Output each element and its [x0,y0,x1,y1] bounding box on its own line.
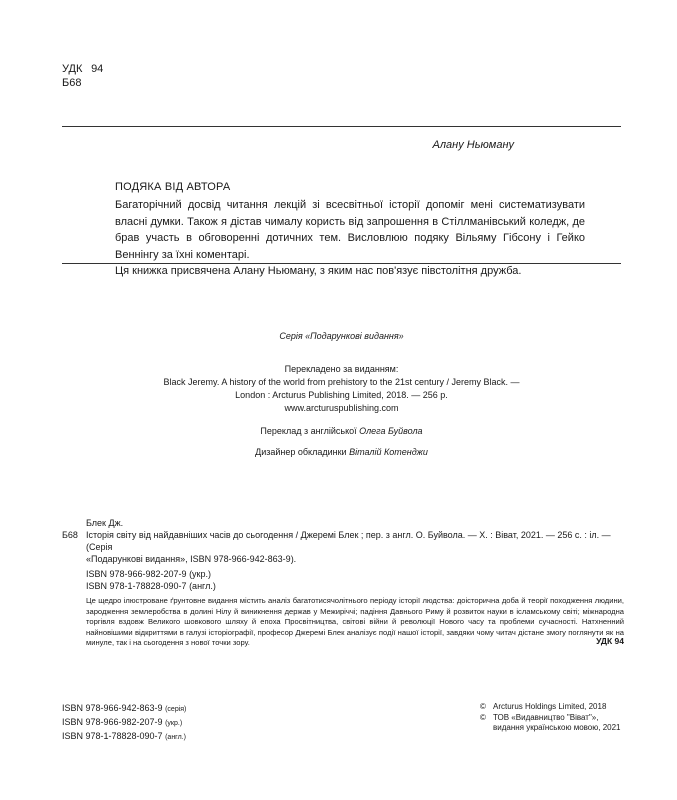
bib-description: Це щедро ілюстроване ґрунтовне видання містить аналіз багатотисячолітнього періоду історії людства: доісторична доба й теорії походження людини, зародження землеробства в долині Нілу й виникнення держав у Межиріччі; падіння Давнього Риму й розвиток науки в ісламському світі; міжнародна торгівля вздовж Великого шовкового шляху й епоха Просвітництва, світові війни й революції Нового часу та проблеми сучасності. Натхненний найновішими відкриттями в галузі історіографії, професор Джеремі Блек аналізує події нашої історії, завдяки чому читач дістане змогу поглянути як на минуле, так і на сьогодення з нової точки зору. [86,596,624,647]
bib-entry-line: «Подарункові видання», ISBN 978-966-942-863-9). [86,554,297,564]
bib-isbn: ISBN 978-1-78828-090-7 (англ.) [86,581,216,591]
udc-label: УДК [62,63,83,75]
original-edition [62,363,621,415]
bibliographic-record [62,517,624,649]
footer-isbn: ISBN 978-966-942-863-9 (серія) [62,703,187,713]
acknowledgement-paragraph: Ця книжка присвячена Алану Ньюману, з яким нас пов'язує півстолітня дружба. [115,265,522,277]
footer-isbn-list [62,702,186,744]
copyright-symbol: © [480,702,486,711]
copyright-line: © ТОВ «Видавництво "Віват"», видання українською мовою, 2021 [480,712,621,732]
middle-divider [62,263,621,264]
designer-label: Дизайнер обкладинки [255,447,347,457]
bib-code: Б68 [62,530,78,540]
translator-name: Олега Буйвола [359,426,423,436]
designer-name: Віталій Котенджи [349,447,428,457]
bib-isbn: ISBN 978-966-982-207-9 (укр.) [86,569,212,579]
acknowledgement-body [115,197,585,280]
original-edition-line: Black Jeremy. A history of the world from prehistory to the 21st century / Jeremy Black. — [163,377,520,387]
original-edition-url: www.arcturuspublishing.com [284,403,399,413]
copyright-symbol: © [480,712,486,722]
udc-bottom: УДК 94 [596,636,624,646]
series-name: Серія «Подарункові видання» [279,331,404,341]
bbk-value: Б68 [62,77,82,89]
original-edition-intro: Перекладено за виданням: [284,364,399,374]
udc-bbk-header [62,62,103,90]
copyright-block [480,702,628,734]
bib-entry-line: Історія світу від найдавніших часів до сьогодення / Джеремі Блек ; пер. з англ. О. Буйвола. — Х. : Віват, 2021. — 256 с. : іл. — (Серія [86,530,611,552]
top-divider [62,126,621,127]
copyright-line: © Arcturus Holdings Limited, 2018 [480,702,607,711]
dedication: Алану Ньюману [432,139,514,151]
translator-credit [62,425,621,438]
bib-author: Блек Дж. [86,518,124,528]
acknowledgement-paragraph: Багаторічний досвід читання лекцій зі всесвітньої історії допоміг мені систематизувати власні думки. Також я дістав чималу користь від запрошення в Стіллманівський коледж, де брав участь в обговоренні дотичних тем. Висловлюю подяку Вільяму Гібсону і Гейко Веннінгу за їхні коментарі. [115,199,585,261]
designer-credit [62,446,621,459]
footer-isbn: ISBN 978-966-982-207-9 (укр.) [62,717,183,727]
translator-label: Переклад з англійської [260,426,357,436]
acknowledgement-title: ПОДЯКА ВІД АВТОРА [115,181,231,193]
udc-value: 94 [91,63,104,75]
original-edition-line: London : Arcturus Publishing Limited, 2018. — 256 p. [235,390,448,400]
footer-isbn: ISBN 978-1-78828-090-7 (англ.) [62,731,186,741]
